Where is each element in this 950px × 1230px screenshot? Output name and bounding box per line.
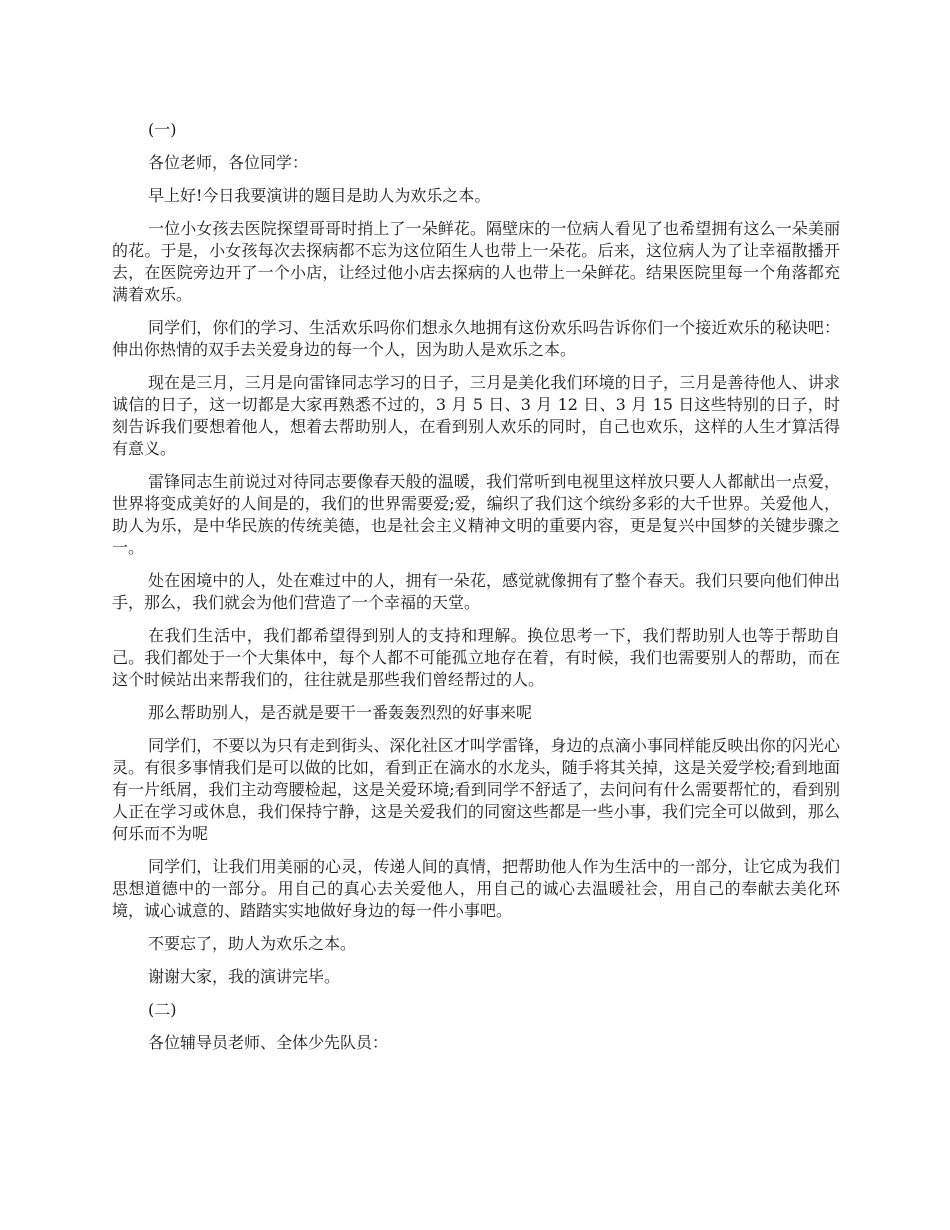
paragraph: 同学们，让我们用美丽的心灵，传递人间的真情，把帮助他人作为生活中的一部分，让它成为我们思想道德中的一部分。用自己的真心去关爱他人，用自己的诚心去温暖社会，用自己的奉献去美化环境，诚心诚意的、踏踏实实地做好身边的每一件小事吧。: [112, 857, 840, 920]
section-heading: (二): [148, 1000, 177, 1019]
paragraph: 早上好!今日我要演讲的题目是助人为欢乐之本。: [148, 186, 491, 205]
paragraph: 那么帮助别人，是否就是要干一番轰轰烈烈的好事来呢: [148, 703, 533, 722]
document-page: [112, 119, 840, 1065]
salutation: 各位老师，各位同学：: [148, 153, 309, 172]
paragraph: 同学们，不要以为只有走到街头、深化社区才叫学雷锋，身边的点滴小事同样能反映出你的闪光心灵。有很多事情我们是可以做的比如，看到正在滴水的水龙头，随手将其关掉，这是关爱学校;看到地面有一片纸屑，我们主动弯腰检起，这是关爱环境;看到同学不舒适了，去问问有什么需要帮忙的，看到别人正在学习或休息，我们保持宁静，这是关爱我们的同窗这些都是一些小事，我们完全可以做到，那么何乐而不为呢: [112, 736, 840, 843]
paragraph: 一位小女孩去医院探望哥哥时捎上了一朵鲜花。隔壁床的一位病人看见了也希望拥有这么一朵美丽的花。于是，小女孩每次去探病都不忘为这位陌生人也带上一朵花。后来，这位病人为了让幸福散播开去，在医院旁边开了一个小店，让经过他小店去探病的人也带上一朵鲜花。结果医院里每一个角落都充满着欢乐。: [112, 219, 840, 304]
salutation: 各位辅导员老师、全体少先队员：: [148, 1033, 389, 1052]
paragraph: 在我们生活中，我们都希望得到别人的支持和理解。换位思考一下，我们帮助别人也等于帮助自己。我们都处于一个大集体中，每个人都不可能孤立地存在着，有时候，我们也需要别人的帮助，而在这个时候站出来帮我们的，往往就是那些我们曾经帮过的人。: [112, 626, 840, 689]
paragraph: 谢谢大家，我的演讲完毕。: [148, 967, 341, 986]
section-heading: (一): [148, 120, 177, 139]
paragraph: 不要忘了，助人为欢乐之本。: [148, 934, 357, 953]
paragraph: 雷锋同志生前说过对待同志要像春天般的温暖，我们常听到电视里这样放只要人人都献出一点爱，世界将变成美好的人间是的，我们的世界需要爱;爱，编织了我们这个缤纷多彩的大千世界。关爱他人，助人为乐，是中华民族的传统美德，也是社会主义精神文明的重要内容，更是复兴中国梦的关键步骤之一。: [112, 472, 840, 557]
paragraph: 同学们，你们的学习、生活欢乐吗你们想永久地拥有这份欢乐吗告诉你们一个接近欢乐的秘诀吧：伸出你热情的双手去关爱身边的每一个人，因为助人是欢乐之本。: [112, 318, 840, 359]
paragraph: 现在是三月，三月是向雷锋同志学习的日子，三月是美化我们环境的日子，三月是善待他人、讲求诚信的日子，这一切都是大家再熟悉不过的，3 月 5 日、3 月 12 日、3 月 15 日这些特别的日子，时刻告诉我们要想着他人，想着去帮助别人，在看到别人欢乐的同时，自己也欢乐，这样的人生才算活得有意义。: [112, 373, 840, 458]
paragraph: 处在困境中的人，处在难过中的人，拥有一朵花，感觉就像拥有了整个春天。我们只要向他们伸出手，那么，我们就会为他们营造了一个幸福的天堂。: [112, 571, 840, 612]
